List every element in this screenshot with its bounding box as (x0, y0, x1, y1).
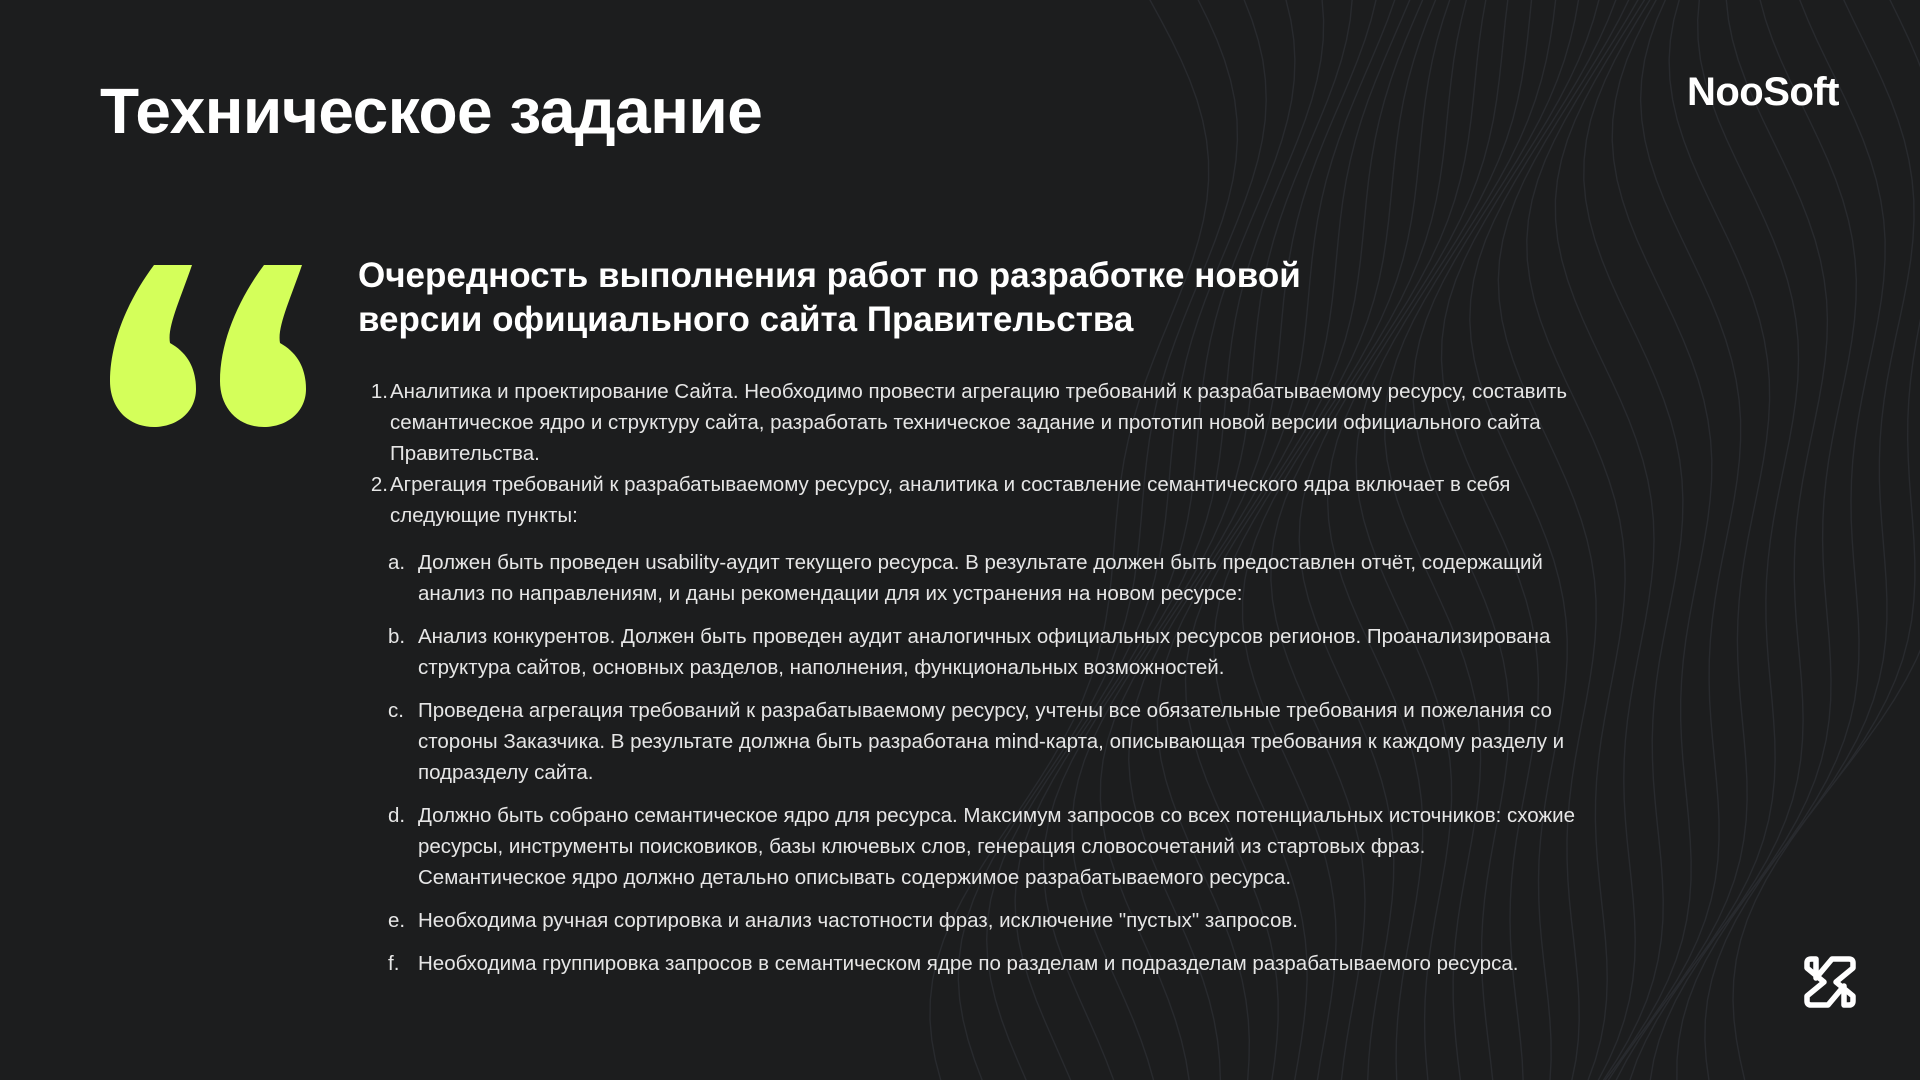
sublist-item-text: Анализ конкурентов. Должен быть проведен аудит аналогичных официальных ресурсов регионов. Проанализирована структура сайтов, основных разделов, наполнения, функциональных возможностей. (418, 625, 1551, 679)
sublist-item (388, 621, 1578, 683)
sublist-item (388, 547, 1578, 609)
list-item-text: Агрегация требований к разрабатываемому ресурсу, аналитика и составление семантического ядра включает в себя следующие пункты: (390, 473, 1511, 527)
page-title: Техническое задание (100, 75, 763, 147)
sublist-item (388, 695, 1578, 788)
sublist-marker: a. (388, 551, 406, 574)
list-item-text: Аналитика и проектирование Сайта. Необходимо провести агрегацию требований к разрабатываемому ресурсу, составить семантическое ядро и структуру сайта, разработать техническое задание и прототип новой версии официального сайта Правительства. (390, 380, 1568, 465)
sublist-item (388, 948, 1578, 979)
sublist-item (388, 905, 1578, 936)
sublist-item-text: Должно быть собрано семантическое ядро для ресурса. Максимум запросов со всех потенциальных источников: схожие ресурсы, инструменты поисковиков, базы ключевых слов, генерация словосочетаний из стартовых фраз. Семантическое ядро должно детально описывать содержимое разрабатываемого ресурса. (418, 804, 1575, 889)
wave-line (1584, 0, 1683, 1080)
wave-line (1590, 0, 1741, 1080)
wave-line (1625, 0, 1856, 1080)
wave-line (1733, 0, 1920, 1080)
list-item (358, 469, 1578, 531)
content-section (358, 254, 1578, 991)
quote-mark-icon (110, 265, 306, 427)
sublist-item-text: Проведена агрегация требований к разрабатываемому ресурсу, учтены все обязательные требования и пожелания со стороны Заказчика. В результате должна быть разработана mind-карта, описывающая требования к каждому разделу и подразделу сайта. (418, 699, 1565, 784)
brand-logo: NooSoft (1686, 70, 1839, 114)
wave-line (1608, 0, 1828, 1080)
section-heading-line-1: Очередность выполнения работ по разработке новой (358, 256, 1301, 295)
wave-line (1649, 0, 1885, 1080)
list-item (358, 376, 1578, 469)
noosoft-emblem-icon (1802, 954, 1858, 1010)
sublist-item-text: Необходима ручная сортировка и анализ частотности фраз, исключение "пустых" запросов. (418, 909, 1298, 932)
sublist-marker: e. (388, 909, 406, 932)
sublist-marker: f. (388, 952, 400, 975)
section-heading-line-2: версии официального сайта Правительства (358, 300, 1134, 339)
list-item-body (388, 469, 1578, 531)
work-order-list (358, 376, 1578, 531)
requirements-sublist (388, 547, 1578, 979)
sublist-item (388, 800, 1578, 893)
sublist-item-text: Должен быть проведен usability-аудит текущего ресурса. В результате должен быть предоставлен отчёт, содержащий анализ по направлениям, и даны рекомендации для их устранения на новом ресурсе: (418, 551, 1543, 605)
list-marker: 2. (370, 473, 388, 496)
sublist-marker: d. (388, 804, 406, 827)
wave-line (1597, 0, 1799, 1080)
sublist-marker: c. (388, 699, 404, 722)
sublist-item-text: Необходима группировка запросов в семантическом ядре по разделам и подразделам разрабатываемого ресурса. (418, 952, 1519, 975)
sublist-marker: b. (388, 625, 406, 648)
section-heading (358, 254, 1578, 342)
list-marker: 1. (370, 380, 388, 403)
